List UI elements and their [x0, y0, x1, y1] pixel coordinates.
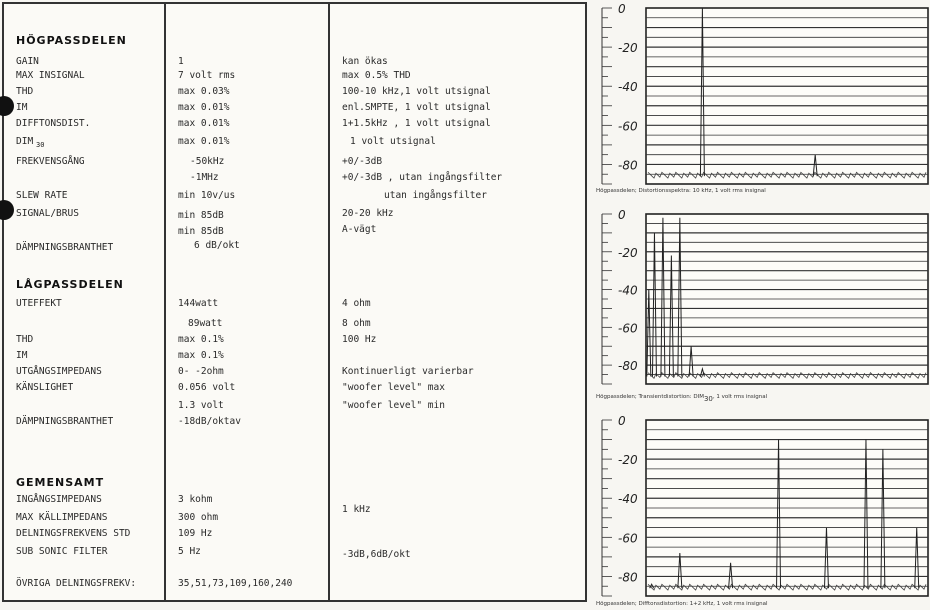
hog-row-note: 100-10 kHz,1 volt utsignal: [342, 86, 491, 97]
lag-row-note: 4 ohm: [342, 298, 371, 309]
hog-row-value: max 0.01%: [178, 136, 230, 147]
y-tick-label: -20: [618, 453, 638, 468]
gem-row-label: MAX KÄLLIMPEDANS: [16, 512, 108, 523]
gem-row-note: 1 kHz: [342, 504, 371, 515]
chart-caption-distortion: [596, 188, 766, 194]
lag-row-value: -18dB/oktav: [178, 416, 241, 427]
caption-tail: , 1 volt rms insignal: [712, 394, 768, 400]
hog-row-value: 1: [178, 56, 184, 67]
hog-row-value: -1MHz: [190, 172, 219, 183]
lag-row-note: "woofer level" min: [342, 400, 445, 411]
y-tick-label: -20: [618, 41, 638, 56]
chart-caption-diffton: [596, 601, 767, 607]
hog-row-value: -50kHz: [190, 156, 225, 167]
y-tick-label: -40: [618, 283, 638, 298]
hog-row-note: max 0.5% THD: [342, 70, 411, 81]
y-tick-label: -80: [618, 158, 638, 173]
gem-row-value: 109 Hz: [178, 528, 213, 539]
chart-caption-transient: [596, 394, 767, 403]
gem-row-label: SUB SONIC FILTER: [16, 546, 108, 557]
column-divider: [328, 4, 330, 600]
hog-row-note: kan ökas: [342, 56, 388, 67]
section-heading: HÖGPASSDELEN: [16, 34, 127, 47]
caption-subscript: 30: [703, 395, 713, 403]
hog-row-value: max 0.01%: [178, 118, 230, 129]
lag-row-note: 8 ohm: [342, 318, 371, 329]
lag-row-note: "woofer level" max: [342, 382, 445, 393]
hog-row-note: enl.SMPTE, 1 volt utsignal: [342, 102, 491, 113]
spec-table: [2, 2, 587, 602]
caption-text: Högpassdelen; Distortionsspektra: 10 kHz, 1 volt rms insignal: [596, 188, 766, 194]
lag-row-note: Kontinuerligt varierbar: [342, 366, 474, 377]
lag-row-label: UTGÅNGSIMPEDANS: [16, 366, 102, 377]
hog-row-value: max 0.03%: [178, 86, 230, 97]
gem-row-value: 300 ohm: [178, 512, 219, 523]
lag-row-label: UTEFFEKT: [16, 298, 62, 309]
caption-text: Högpassdelen; Difftonsdistortion: 1+2 kHz, 1 volt rms insignal: [596, 601, 768, 607]
hog-row-value: 7 volt rms: [178, 70, 236, 81]
lag-row-label: KÄNSLIGHET: [16, 382, 74, 393]
section-heading: GEMENSAMT: [16, 476, 105, 489]
hog-row-value: min 10v/us: [178, 190, 236, 201]
column-divider: [164, 4, 166, 600]
hog-row-note: 1 volt utsignal: [350, 136, 436, 147]
hog-row-value: min 85dB: [178, 210, 224, 221]
hog-row-label: SLEW RATE: [16, 190, 68, 201]
gem-row-note: -3dB,6dB/okt: [342, 549, 411, 560]
y-tick-label: -60: [618, 531, 638, 546]
y-tick-label: 0: [618, 2, 626, 16]
hog-row-label: GAIN: [16, 56, 39, 67]
hog-row-label: DÄMPNINGSBRANTHET: [16, 242, 114, 253]
hog-row-note: 1+1.5kHz , 1 volt utsignal: [342, 118, 491, 129]
lag-row-value: max 0.1%: [178, 350, 224, 361]
y-tick-label: 0: [618, 208, 626, 222]
spectrum-charts: [592, 0, 930, 610]
hog-row-note: A-vägt: [342, 224, 377, 235]
hog-row-note: +0/-3dB , utan ingångsfilter: [342, 172, 503, 183]
gem-row-label: DELNINGSFREKVENS STD: [16, 528, 131, 539]
lag-row-label: DÄMPNINGSBRANTHET: [16, 416, 114, 427]
hog-row-value: 6 dB/okt: [194, 240, 240, 251]
lag-row-value: 89watt: [188, 318, 223, 329]
lag-row-note: 100 Hz: [342, 334, 377, 345]
gem-row-label: INGÅNGSIMPEDANS: [16, 494, 102, 505]
hog-row-label: DIFFTONSDIST.: [16, 118, 91, 129]
lag-row-value: 0- -2ohm: [178, 366, 224, 377]
gem-row-value: 5 Hz: [178, 546, 201, 557]
hog-row-label: THD: [16, 86, 34, 97]
hog-row-note: +0/-3dB: [342, 156, 383, 167]
caption-text: Högpassdelen; Transientdistortion: DIM: [596, 394, 704, 400]
y-tick-label: -40: [618, 492, 638, 507]
y-tick-label: -80: [618, 570, 638, 585]
hog-row-note: 20-20 kHz: [342, 208, 394, 219]
y-tick-label: -40: [618, 80, 638, 95]
hog-row-label: SIGNAL/BRUS: [16, 208, 79, 219]
hog-row-label: FREKVENSGÅNG: [16, 156, 85, 167]
hog-row-label: DIM: [16, 136, 34, 147]
hog-row-note: utan ingångsfilter: [384, 190, 487, 201]
y-tick-label: -60: [618, 321, 638, 336]
y-tick-label: -20: [618, 245, 638, 260]
gem-row-value: 35,51,73,109,160,240: [178, 578, 293, 589]
lag-row-value: 1.3 volt: [178, 400, 224, 411]
hog-row-label: IM: [16, 102, 28, 113]
hog-row-label: MAX INSIGNAL: [16, 70, 85, 81]
lag-row-label: THD: [16, 334, 34, 345]
lag-row-label: IM: [16, 350, 28, 361]
hog-row-value: min 85dB: [178, 226, 224, 237]
gem-row-label: ÖVRIGA DELNINGSFREKV:: [16, 578, 137, 589]
label-subscript: 30: [36, 141, 45, 149]
y-tick-label: -80: [618, 359, 638, 374]
lag-row-value: 144watt: [178, 298, 219, 309]
y-tick-label: -60: [618, 119, 638, 134]
lag-row-value: 0.056 volt: [178, 382, 236, 393]
section-heading: LÅGPASSDELEN: [16, 278, 124, 291]
hog-row-value: max 0.01%: [178, 102, 230, 113]
lag-row-value: max 0.1%: [178, 334, 224, 345]
gem-row-value: 3 kohm: [178, 494, 213, 505]
y-tick-label: 0: [618, 414, 626, 428]
